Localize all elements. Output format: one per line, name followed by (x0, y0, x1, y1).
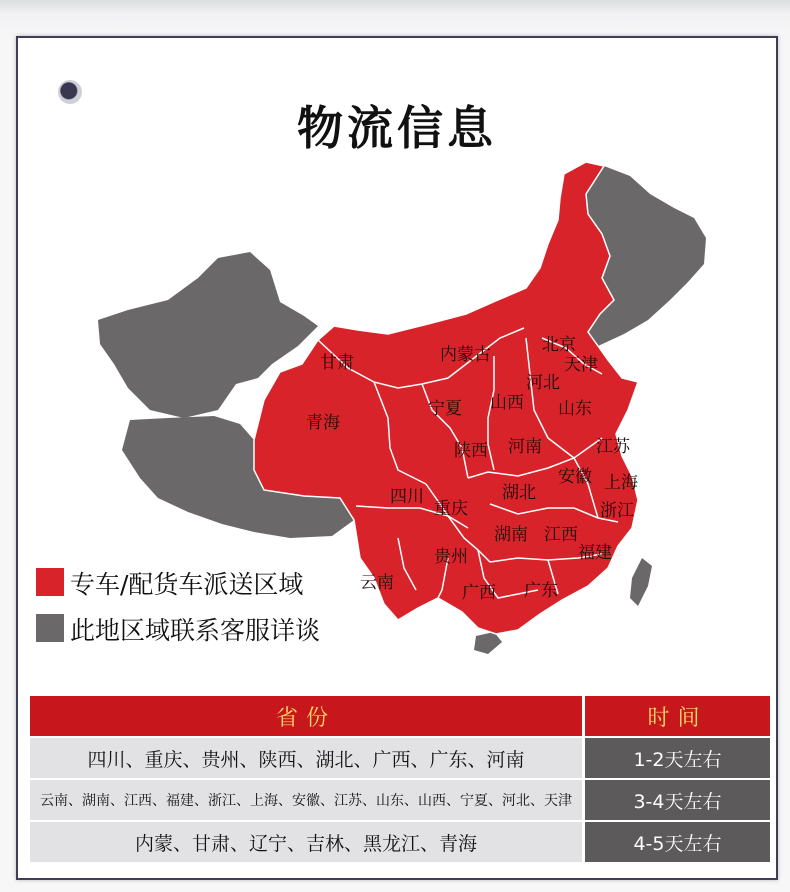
province-label: 湖北 (502, 483, 536, 503)
province-label: 广西 (462, 583, 496, 603)
table-row (30, 738, 770, 778)
province-label: 上海 (604, 473, 638, 493)
row-provinces: 内蒙、甘肃、辽宁、吉林、黑龙江、青海 (30, 822, 582, 862)
province-label: 天津 (564, 355, 598, 375)
province-label: 甘肃 (320, 353, 354, 373)
province-label: 陕西 (454, 441, 488, 461)
row-time: 4-5天左右 (582, 822, 770, 862)
table-row (30, 822, 770, 862)
province-label: 北京 (542, 335, 576, 355)
row-provinces: 云南、湖南、江西、福建、浙江、上海、安徽、江苏、山东、山西、宁夏、河北、天津 (30, 780, 582, 820)
province-label: 河南 (508, 437, 542, 457)
grey-swatch-icon (36, 614, 64, 642)
province-label: 云南 (360, 573, 394, 593)
logistics-card (16, 36, 778, 880)
legend-delivery-label: 专车/配货车派送区域 (70, 570, 304, 599)
province-label: 江苏 (596, 437, 630, 457)
page-title: 物流信息 (297, 101, 497, 155)
row-time: 1-2天左右 (582, 738, 770, 778)
province-label: 江西 (544, 525, 578, 545)
province-label: 山东 (558, 399, 592, 419)
hainan-region (474, 632, 502, 654)
taiwan-region (630, 558, 652, 606)
province-label: 广东 (524, 581, 558, 601)
delivery-time-table (30, 694, 770, 864)
province-label: 重庆 (434, 499, 468, 519)
province-label: 安徽 (558, 467, 592, 487)
table-row (30, 780, 770, 820)
header-time: 时间 (582, 696, 770, 736)
province-label: 内蒙古 (440, 345, 491, 365)
header-province: 省份 (30, 696, 582, 736)
province-label: 贵州 (434, 547, 468, 567)
row-time: 3-4天左右 (582, 780, 770, 820)
province-label: 福建 (578, 543, 612, 563)
table-header-row (30, 696, 770, 736)
province-label: 浙江 (600, 501, 634, 521)
province-label: 山西 (490, 393, 524, 413)
province-label: 宁夏 (428, 399, 462, 419)
province-label: 湖南 (494, 525, 528, 545)
province-label: 青海 (306, 413, 340, 433)
legend-contact-label: 此地区域联系客服详谈 (70, 616, 321, 645)
red-swatch-icon (36, 568, 64, 596)
province-label: 四川 (390, 487, 424, 507)
row-provinces: 四川、重庆、贵州、陕西、湖北、广西、广东、河南 (30, 738, 582, 778)
province-label: 河北 (526, 373, 560, 393)
